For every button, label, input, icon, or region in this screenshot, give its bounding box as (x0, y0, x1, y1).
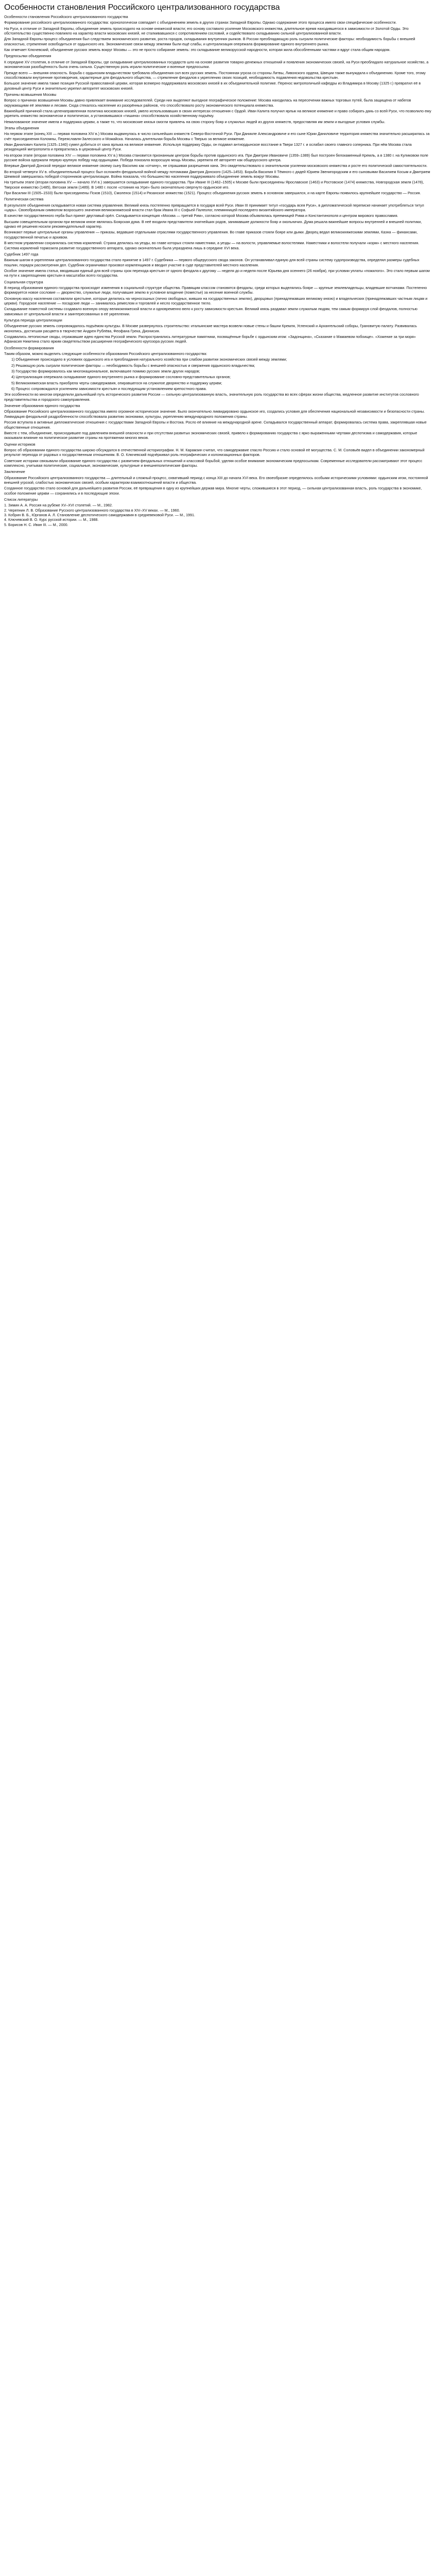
list-item: 6) Процесс сопровождался усилением зависимости крестьян и последующим установлением крепостного права. (11, 386, 207, 392)
body-paragraph: Эти особенности во многом определили дальнейший путь исторического развития России — сильную централизованную власть, значительную роль государства во всех сферах жизни общества, медленное развитие институтов сословного представительства и городского самоуправления. (4, 392, 419, 402)
section-heading: Причины возвышения Москвы (4, 92, 57, 97)
body-paragraph: В результате объединения складывается новая система управления. Великий князь постепенно превращается в государя всей Руси. Иван III принимает титул «государь всея Руси», в дипломатической переписке начинает употребляться титул «царь». Своеобразным символом возросшего значения великокняжеской власти стал брак Ивана III с Софьей Палеолог, племянницей последнего византийского императора. (4, 202, 424, 213)
body-paragraph: На втором этапе (вторая половина XIV — первая половина XV в.) Москва становится признанным центром борьбы против ордынского ига. При Дмитрии Ивановиче (1359–1389) был построен белокаменный Кремль, а в 1380 г. на Куликовом поле русские войска одержали первую крупную победу над ордынцами. Победа показала возросшую мощь Москвы, укрепила её авторитет как общерусского центра. (4, 152, 428, 162)
body-paragraph: На третьем этапе (вторая половина XV — начало XVI в.) завершается складывание единого государства. При Иване III (1462–1505) к Москве были присоединены Ярославское (1463) и Ростовское (1474) княжества, Новгородская земля (1478), Тверское княжество (1485), Вятская земля (1489). В 1480 г. после «стояния на Угре» было окончательно свергнуто ордынское иго. (4, 180, 424, 190)
body-paragraph: Основную массу населения составляли крестьяне, которые делились на черносошных (лично свободных, живших на государственных землях), дворцовых (принадлежавших великому князю) и владельческих (принадлежавших частным лицам и церкви). Городское население — посадские люди — занималось ремеслом и торговлей и несло государственное тягло. (4, 296, 428, 306)
body-paragraph: Вопрос об образовании единого государства широко обсуждался в отечественной историографии. Н. М. Карамзин считал, что самодержавие спасло Россию и стало основой её могущества. С. М. Соловьёв видел в объединении закономерный результат перехода от родовых к государственным отношениям. В. О. Ключевский подчёркивал роль географических и колонизационных факторов. (4, 447, 425, 457)
section-heading: Социальная структура (4, 279, 43, 284)
section-heading: Политическая система (4, 197, 44, 202)
body-paragraph: Вопрос о причинах возвышения Москвы давно привлекает внимание исследователей. Среди них выделяют выгодное географическое положение: Москва находилась на пересечении важных торговых путей, была защищена от набегов окружающими её землями и лесами. Сюда стекалось население из разорённых районов, что способствовало росту экономического потенциала княжества. (4, 98, 411, 108)
body-paragraph: Большое значение имела также позиция Русской православной церкви, которая всемерно поддерживала московских князей в их объединительной политике. Перенос митрополичьей кафедры из Владимира в Москву (1325 г.) превратил её в духовный центр Руси и значительно укрепил авторитет московских князей. (4, 81, 421, 91)
body-paragraph: Образование Российского централизованного государства — длительный и сложный процесс, охвативший период с конца XIII до начала XVI века. Его своеобразие определялось особыми историческими условиями: ордынским игом, постоянной внешней угрозой, слабостью экономических связей, особым характером взаимоотношений власти и общества. (4, 475, 428, 485)
body-paragraph: Объединение русских земель сопровождалось подъёмом культуры. В Москве развернулось строительство: итальянские мастера возвели новые стены и башни Кремля, Успенский и Архангельский соборы, Грановитую палату. Развивалась иконопись, достигшая расцвета в творчестве Андрея Рублёва, Феофана Грека, Дионисия. (4, 324, 417, 333)
body-paragraph: Создавались летописные своды, отражавшие идею единства Русской земли. Распространялись литературные памятники, посвящённые борьбе с ордынским игом: «Задонщина», «Сказание о Мамаевом побоище». «Хожение за три моря» Афанасия Никитина стало ярким свидетельством расширения географического кругозора русских людей. (4, 334, 416, 344)
body-paragraph: В период образования единого государства происходят изменения в социальной структуре общества. Правящим классом становятся феодалы, среди которых выделялись бояре — крупные землевладельцы, владевшие вотчинами. Постепенно формируется новое сословие — дворянство, служилые люди, получавшие землю в условное владение (поместье) за несение военной службы. (4, 285, 427, 295)
body-paragraph: Советские историки связывали образование единого государства с развитием феодальных отношений и классовой борьбой, уделяя особое внимание экономическим предпосылкам. Современные исследователи рассматривают этот процесс комплексно, учитывая политические, социальные, экономические, культурные и внешнеполитические факторы. (4, 458, 423, 468)
body-paragraph: Во второй четверти XV в. объединительный процесс был осложнён феодальной войной между потомками Дмитрия Донского (1425–1453). Борьба Василия II Тёмного с дядей Юрием Звенигородским и его сыновьями Василием Косым и Дмитрием Шемякой завершилась победой сторонников централизации. Война показала, что большинство населения поддерживало объединение земель вокруг Москвы. (4, 169, 430, 179)
document-title: Особенности становления Российского централизованного государства (4, 3, 280, 12)
list-item: 5) Великокняжеская власть приобрела черты самодержавия, опиравшегося на служилое дворянство и поддержку церкви; (11, 380, 222, 385)
body-paragraph: Особое значение имела статья, вводившая единый для всей страны срок перехода крестьян от одного феодала к другому — неделя до и неделя после Юрьева дня осеннего (26 ноября), при условии уплаты «пожилого». Это стало первым шагом на пути к закрепощению крестьян в масштабах всего государства. (4, 268, 430, 278)
body-paragraph: В качестве государственного герба был принят двуглавый орёл. Складывается концепция «Москва — третий Рим», согласно которой Москва объявлялась преемницей Рима и Константинополя и центром мирового православия. (4, 213, 398, 218)
reference-item: 5. Борисов Н. С. Иван III. — М., 2000. (4, 522, 68, 527)
section-heading: Предпосылки объединения (4, 54, 51, 59)
document-subtitle: Особенности становления Российского централизованного государства (4, 14, 128, 19)
section-heading: Список литературы (4, 497, 38, 502)
body-paragraph: Впервые Дмитрий Донской передал великое княжение своему сыну Василию как «отчину», не спрашивая разрешения хана. Это свидетельствовало о значительном усилении московского княжества и росте его политической самостоятельности. (4, 163, 428, 168)
reference-item: 3. Кобрин В. Б., Юрганов А. Л. Становление деспотического самодержавия в средневековой Руси. — М., 1991. (4, 513, 196, 517)
body-paragraph: Немаловажное значение имела и поддержка церкви, а также то, что московские князья смогли привлечь на свою сторону бояр и служилых людей из других княжеств, предоставляя им земли и выгодные условия службы. (4, 119, 386, 124)
reference-item: 4. Ключевский В. О. Курс русской истории. — М., 1988. (4, 517, 99, 522)
body-paragraph: Высшим совещательным органом при великом князе являлась Боярская дума. В неё входили представители знатнейших родов, занимавшие должности бояр и окольничих. Дума решала важнейшие вопросы внутренней и внешней политики, однако её решения носили рекомендательный характер. (4, 219, 422, 229)
list-item: 4) Централизация опережала складывание единого внутреннего рынка и формирование сословно-представительных органов; (11, 375, 231, 380)
list-item: 2) Решающую роль сыграли политические факторы — необходимость борьбы с внешней опасностью и свержения ордынского владычества; (11, 363, 255, 368)
body-paragraph: Важным шагом в укреплении централизованного государства стало принятие в 1497 г. Судебника — первого общерусского свода законов. Он устанавливал единую для всей страны систему судопроизводства, определял размеры судебных пошлин, порядок рассмотрения дел. Судебник ограничивал произвол кормленщиков и вводил участие в суде представителей местного населения. (4, 258, 420, 267)
body-paragraph: Прежде всего — внешняя опасность. Борьба с ордынским владычеством требовала объединения сил всех русских земель. Постоянная угроза со стороны Литвы, Ливонского ордена, Швеции также вынуждала к объединению. Кроме того, этому способствовали внутренние противоречия, характерные для феодального общества, — стремление феодалов к укреплению своих позиций, необходимость подавления недовольства крестьян. (4, 70, 426, 80)
body-paragraph: Для Западной Европы процесс объединения был следствием экономического развития, роста городов, складывания внутренних рынков. В России преобладающую роль сыграли политические факторы: необходимость борьбы с внешней опасностью, стремление освободиться от ордынского ига. Экономические связи между землями были ещё слабы, и централизация опережала формирование единого внутреннего рынка. (4, 37, 415, 46)
body-paragraph: Важнейшей причиной стала целенаправленная политика московских князей, умело использовавших в своих интересах отношения с Ордой. Иван Калита получил ярлык на великое княжение и право собирать дань со всей Руси, что позволило ему укрепить княжество экономически и политически, а установившаяся «тишина» способствовала хозяйственному подъёму. (4, 108, 431, 118)
body-paragraph: На первом этапе (конец XIII — первая половина XIV в.) Москва выдвинулась в число сильнейших княжеств Северо-Восточной Руси. При Данииле Александровиче и его сыне Юрии Даниловиче территория княжества значительно расширилась за счёт присоединения Коломны, Переяславля-Залесского и Можайска. Началась длительная борьба Москвы с Тверью за великое княжение. (4, 131, 430, 141)
section-heading: Особенности формирования (4, 345, 54, 350)
body-paragraph: На Руси, в отличие от Западной Европы, объединение земель происходило на основе княжеской власти; его основу составило усиление Московского княжества, длительное время находившегося в зависимости от Золотой Орды. Это обстоятельство существенно повлияло на характер власти московских князей, не сталкивавшихся с сопротивлением сословий, и содействовало складыванию сильной централизованной власти. (4, 26, 409, 36)
body-paragraph: Как отмечает Ключевский, объединение русских земель вокруг Москвы — это не просто собирание земель: это складывание великорусской народности, которая жила обособленными частями и вдруг стала общим народом. (4, 47, 391, 53)
body-paragraph: Созданное государство стало основой для дальнейшего развития России, её превращения в одну из крупнейших держав мира. Многие черты, сложившиеся в этот период, — сильная централизованная власть, роль государства в экономике, особое положение церкви — сохранялись и в последующие эпохи. (4, 486, 422, 496)
body-paragraph: Вместе с тем, объединение, происходившее под давлением внешней опасности и при отсутствии развитых экономических связей, привело к формированию государства с ярко выраженными чертами деспотизма и самодержавия, которые оказывали влияние на политическое развитие страны на протяжении многих веков. (4, 430, 417, 440)
body-paragraph: При Василии III (1505–1533) были присоединены Псков (1510), Смоленск (1514) и Рязанское княжество (1521). Процесс объединения русских земель в основном завершился, и на карте Европы появилось крупнейшее государство — Россия. (4, 191, 421, 196)
list-item: 1) Объединение происходило в условиях ордынского ига и преобладания натурального хозяйства при слабом развитии экономических связей между землями; (11, 357, 287, 362)
section-heading: Судебник 1497 года (4, 251, 39, 257)
section-heading: Оценки историков (4, 442, 36, 447)
body-paragraph: Формирование российского централизованного государства: хронологически совпадает с объединением земель в других странах Западной Европы. Однако содержание этого процесса имело свои специфические особенности. (4, 20, 397, 25)
reference-item: 1. Зимин А. А. Россия на рубеже XV–XVI столетий. — М., 1982. (4, 503, 113, 508)
body-paragraph: Возникают первые центральные органы управления — приказы, ведавшие отдельными отраслями государственного управления. Во главе приказов стояли бояре или дьяки. Дворец ведал великокняжескими землями, Казна — финансами, государственной печатью и архивом. (4, 230, 418, 240)
reference-item: 2. Черепнин Л. В. Образование Русского централизованного государства в XIV–XV веках. — М., 1960. (4, 507, 180, 513)
list-item: 3) Государство формировалось как многонациональное, включавшее помимо русских земли других народов; (11, 369, 200, 374)
document-body (4, 20, 432, 527)
section-heading: Культура периода централизации (4, 317, 62, 323)
body-paragraph: Образование Российского централизованного государства имело огромное историческое значение. Было окончательно ликвидировано ордынское иго, создались условия для обеспечения национальной независимости и безопасности страны. Ликвидация феодальной раздробленности способствовала развитию экономики, культуры, укреплению международного положения страны. (4, 409, 425, 419)
body-paragraph: Складывание поместной системы создавало военную опору великокняжеской власти и одновременно вело к росту зависимости крестьян. Великий князь раздавал земли служилым людям, тем самым формируя слой феодалов, полностью зависимых от центральной власти и заинтересованных в её укреплении. (4, 307, 417, 316)
section-heading: Заключение (4, 469, 25, 474)
document-page (0, 0, 436, 532)
body-paragraph: Иван Данилович Калита (1325–1340) сумел добиться от хана ярлыка на великое княжение. Используя поддержку Орды, он подавил антиордынское восстание в Твери 1327 г. и ослабил своего главного соперника. При нём Москва стала резиденцией митрополита и превратилась в церковный центр Руси. (4, 142, 412, 152)
section-heading: Этапы объединения (4, 125, 39, 130)
body-paragraph: В местном управлении сохранялась система кормлений. Страна делилась на уезды, во главе которых стояли наместники, а уезды — на волости, управляемые волостелями. Наместники и волостели получали «корм» с местного населения. Система кормлений тормозила развитие государственного аппарата, однако окончательно была упразднена лишь в середине XVI века. (4, 241, 420, 250)
body-paragraph: Россия вступила в активные дипломатические отношения с государствами Западной Европы и Востока. Росло её влияние на международной арене. Складывался государственный аппарат, формировалась система права, закреплявшая новые общественные отношения. (4, 420, 427, 430)
body-paragraph: Таким образом, можно выделить следующие особенности образования Российского централизованного государства: (4, 351, 207, 357)
body-paragraph: К середине XV столетия, в отличие от Западной Европы, где складывание централизованных государств шло на основе развития товарно-денежных отношений и появления экономических связей, на Руси преобладало натуральное хозяйство, а экономическая разобщённость была очень сильна. Существенную роль играли политические и военные предпосылки. (4, 59, 429, 70)
section-heading: Значение образования единого государства (4, 403, 80, 409)
